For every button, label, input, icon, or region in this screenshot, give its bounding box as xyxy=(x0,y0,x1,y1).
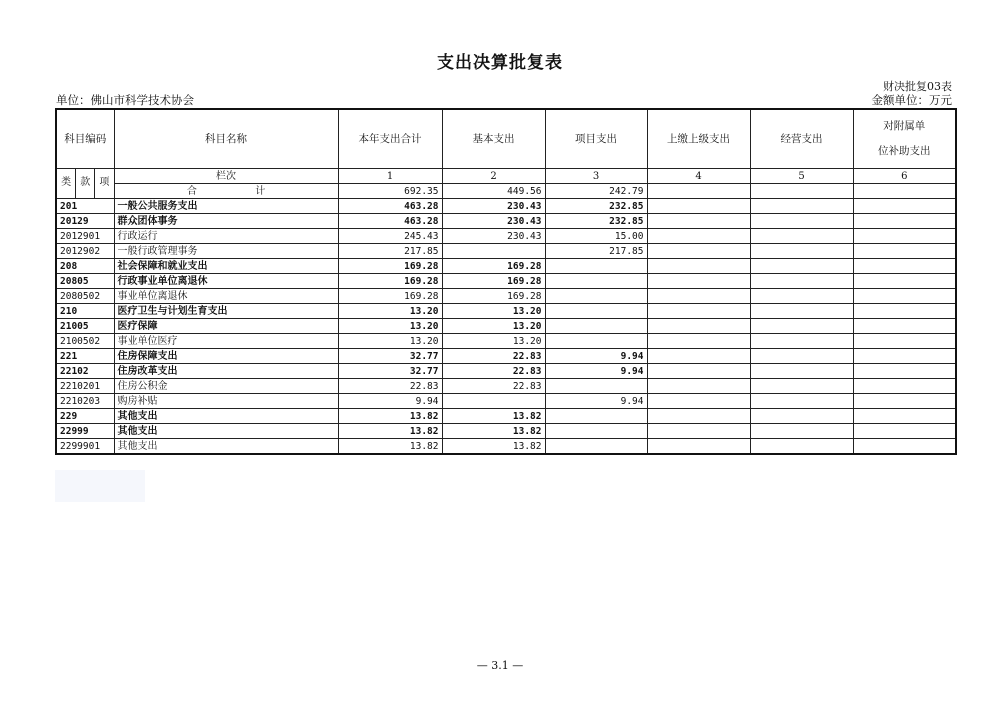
row-project: 232.85 xyxy=(545,214,647,229)
row-operating xyxy=(750,244,853,259)
row-upper xyxy=(647,439,750,455)
amount-unit-label: 金额单位：万元 xyxy=(871,93,952,107)
row-project: 9.94 xyxy=(545,349,647,364)
row-basic: 230.43 xyxy=(442,199,545,214)
row-code: 229 xyxy=(56,409,114,424)
subheader-row xyxy=(56,169,956,184)
table-row xyxy=(56,349,956,364)
row-name: 一般公共服务支出 xyxy=(114,199,338,214)
row-code: 2012902 xyxy=(56,244,114,259)
row-operating xyxy=(750,214,853,229)
row-name: 医疗卫生与计划生育支出 xyxy=(114,304,338,319)
row-basic: 13.20 xyxy=(442,334,545,349)
row-code: 2100502 xyxy=(56,334,114,349)
row-code: 210 xyxy=(56,304,114,319)
total-project: 242.79 xyxy=(545,184,647,199)
row-operating xyxy=(750,379,853,394)
row-total: 217.85 xyxy=(338,244,442,259)
table-row xyxy=(56,289,956,304)
total-basic: 449.56 xyxy=(442,184,545,199)
row-operating xyxy=(750,424,853,439)
row-name: 住房保障支出 xyxy=(114,349,338,364)
row-basic: 230.43 xyxy=(442,229,545,244)
row-total: 13.20 xyxy=(338,304,442,319)
row-code: 22999 xyxy=(56,424,114,439)
row-subsidy xyxy=(853,319,956,334)
row-code: 20129 xyxy=(56,214,114,229)
row-code: 20805 xyxy=(56,274,114,289)
row-subsidy xyxy=(853,379,956,394)
row-operating xyxy=(750,229,853,244)
row-upper xyxy=(647,199,750,214)
row-operating xyxy=(750,334,853,349)
row-code: 201 xyxy=(56,199,114,214)
row-operating xyxy=(750,409,853,424)
header-project: 项目支出 xyxy=(545,109,647,169)
row-upper xyxy=(647,334,750,349)
row-project xyxy=(545,409,647,424)
row-operating xyxy=(750,439,853,455)
header-code: 科目编码 xyxy=(56,109,114,169)
page-number: — 3.1 — xyxy=(476,659,524,672)
row-code: 2080502 xyxy=(56,289,114,304)
row-upper xyxy=(647,409,750,424)
sub-lanci: 栏次 xyxy=(114,169,338,184)
row-total: 22.83 xyxy=(338,379,442,394)
row-name: 其他支出 xyxy=(114,409,338,424)
row-project xyxy=(545,259,647,274)
row-basic: 169.28 xyxy=(442,259,545,274)
row-basic: 13.20 xyxy=(442,304,545,319)
table-row xyxy=(56,274,956,289)
table-row xyxy=(56,379,956,394)
total-row xyxy=(56,184,956,199)
row-subsidy xyxy=(853,364,956,379)
row-total: 169.28 xyxy=(338,259,442,274)
row-code: 2299901 xyxy=(56,439,114,455)
header-upper: 上缴上级支出 xyxy=(647,109,750,169)
unit-label: 单位：佛山市科学技术协会 xyxy=(56,93,194,107)
table-row xyxy=(56,214,956,229)
row-subsidy xyxy=(853,334,956,349)
sub-col2: 2 xyxy=(442,169,545,184)
row-total: 463.28 xyxy=(338,214,442,229)
row-basic: 230.43 xyxy=(442,214,545,229)
row-operating xyxy=(750,319,853,334)
row-subsidy xyxy=(853,229,956,244)
row-name: 一般行政管理事务 xyxy=(114,244,338,259)
sub-lei: 类 xyxy=(57,169,76,198)
row-total: 13.20 xyxy=(338,334,442,349)
total-label xyxy=(114,184,338,199)
row-upper xyxy=(647,289,750,304)
row-subsidy xyxy=(853,274,956,289)
row-upper xyxy=(647,424,750,439)
row-upper xyxy=(647,214,750,229)
row-total: 169.28 xyxy=(338,274,442,289)
table-row xyxy=(56,334,956,349)
row-upper xyxy=(647,304,750,319)
row-name: 事业单位医疗 xyxy=(114,334,338,349)
row-subsidy xyxy=(853,349,956,364)
row-total: 13.82 xyxy=(338,439,442,455)
row-subsidy xyxy=(853,214,956,229)
row-subsidy xyxy=(853,439,956,455)
row-subsidy xyxy=(853,289,956,304)
sub-xiang: 项 xyxy=(99,177,110,188)
row-project xyxy=(545,334,647,349)
row-total: 463.28 xyxy=(338,199,442,214)
row-operating xyxy=(750,274,853,289)
sub-kuan: 款 xyxy=(76,169,95,198)
row-upper xyxy=(647,379,750,394)
row-project xyxy=(545,289,647,304)
row-operating xyxy=(750,349,853,364)
row-name: 医疗保障 xyxy=(114,319,338,334)
header-name: 科目名称 xyxy=(114,109,338,169)
row-project xyxy=(545,304,647,319)
header-subsidy-line2: 位补助支出 xyxy=(878,145,931,157)
sub-col6: 6 xyxy=(853,169,956,184)
row-basic: 22.83 xyxy=(442,379,545,394)
row-upper xyxy=(647,244,750,259)
row-project xyxy=(545,319,647,334)
row-name: 其他支出 xyxy=(114,424,338,439)
row-basic: 13.82 xyxy=(442,409,545,424)
row-subsidy xyxy=(853,304,956,319)
form-number: 财决批复03表 xyxy=(883,80,952,93)
row-upper xyxy=(647,394,750,409)
row-code: 208 xyxy=(56,259,114,274)
sub-col1: 1 xyxy=(338,169,442,184)
table-row xyxy=(56,244,956,259)
row-basic xyxy=(442,244,545,259)
row-subsidy xyxy=(853,259,956,274)
sub-col5: 5 xyxy=(750,169,853,184)
total-label-left: 合 xyxy=(186,185,197,197)
row-total: 32.77 xyxy=(338,349,442,364)
header-row xyxy=(56,109,956,169)
row-project xyxy=(545,274,647,289)
row-operating xyxy=(750,259,853,274)
row-project xyxy=(545,424,647,439)
row-basic: 22.83 xyxy=(442,364,545,379)
row-upper xyxy=(647,229,750,244)
row-operating xyxy=(750,394,853,409)
header-subsidy-line1: 对附属单 xyxy=(883,120,926,132)
row-project xyxy=(545,439,647,455)
row-total: 32.77 xyxy=(338,364,442,379)
row-total: 13.82 xyxy=(338,409,442,424)
table-row xyxy=(56,394,956,409)
header-basic: 基本支出 xyxy=(442,109,545,169)
row-total: 9.94 xyxy=(338,394,442,409)
row-upper xyxy=(647,349,750,364)
header-total: 本年支出合计 xyxy=(338,109,442,169)
row-operating xyxy=(750,199,853,214)
row-basic: 13.20 xyxy=(442,319,545,334)
table-row xyxy=(56,259,956,274)
row-code: 221 xyxy=(56,349,114,364)
table-row xyxy=(56,364,956,379)
sub-col4: 4 xyxy=(647,169,750,184)
row-name: 群众团体事务 xyxy=(114,214,338,229)
row-operating xyxy=(750,289,853,304)
row-project: 9.94 xyxy=(545,364,647,379)
total-label-right: 计 xyxy=(255,185,266,197)
row-basic: 13.82 xyxy=(442,424,545,439)
row-basic: 13.82 xyxy=(442,439,545,455)
row-project xyxy=(545,379,647,394)
row-operating xyxy=(750,304,853,319)
row-code: 2210203 xyxy=(56,394,114,409)
table-row xyxy=(56,424,956,439)
page-title: 支出决算批复表 xyxy=(437,53,563,73)
row-project: 9.94 xyxy=(545,394,647,409)
row-name: 住房改革支出 xyxy=(114,364,338,379)
row-name: 其他支出 xyxy=(114,439,338,455)
row-name: 行政事业单位离退休 xyxy=(114,274,338,289)
row-operating xyxy=(750,364,853,379)
row-subsidy xyxy=(853,409,956,424)
header-subsidy xyxy=(853,109,956,169)
row-total: 13.82 xyxy=(338,424,442,439)
row-basic xyxy=(442,394,545,409)
table-row xyxy=(56,439,956,455)
row-name: 住房公积金 xyxy=(114,379,338,394)
row-subsidy xyxy=(853,394,956,409)
row-upper xyxy=(647,274,750,289)
row-name: 社会保障和就业支出 xyxy=(114,259,338,274)
row-code: 2210201 xyxy=(56,379,114,394)
expenditure-table xyxy=(55,108,957,455)
row-subsidy xyxy=(853,424,956,439)
row-name: 事业单位离退休 xyxy=(114,289,338,304)
scan-smudge xyxy=(55,470,145,502)
table-row xyxy=(56,199,956,214)
sub-col3: 3 xyxy=(545,169,647,184)
header-operating: 经营支出 xyxy=(750,109,853,169)
row-name: 购房补贴 xyxy=(114,394,338,409)
row-total: 13.20 xyxy=(338,319,442,334)
table-row xyxy=(56,304,956,319)
row-name: 行政运行 xyxy=(114,229,338,244)
row-code: 22102 xyxy=(56,364,114,379)
row-total: 245.43 xyxy=(338,229,442,244)
row-upper xyxy=(647,319,750,334)
total-operating xyxy=(750,184,853,199)
row-project: 15.00 xyxy=(545,229,647,244)
row-basic: 22.83 xyxy=(442,349,545,364)
row-upper xyxy=(647,259,750,274)
row-subsidy xyxy=(853,199,956,214)
row-project: 232.85 xyxy=(545,199,647,214)
total-upper xyxy=(647,184,750,199)
table-row xyxy=(56,229,956,244)
table-row xyxy=(56,409,956,424)
row-subsidy xyxy=(853,244,956,259)
row-code: 2012901 xyxy=(56,229,114,244)
total-total: 692.35 xyxy=(338,184,442,199)
row-code: 21005 xyxy=(56,319,114,334)
row-total: 169.28 xyxy=(338,289,442,304)
row-basic: 169.28 xyxy=(442,289,545,304)
row-project: 217.85 xyxy=(545,244,647,259)
row-basic: 169.28 xyxy=(442,274,545,289)
total-subsidy xyxy=(853,184,956,199)
table-row xyxy=(56,319,956,334)
row-upper xyxy=(647,364,750,379)
lei-kuan-xiang xyxy=(56,169,114,199)
